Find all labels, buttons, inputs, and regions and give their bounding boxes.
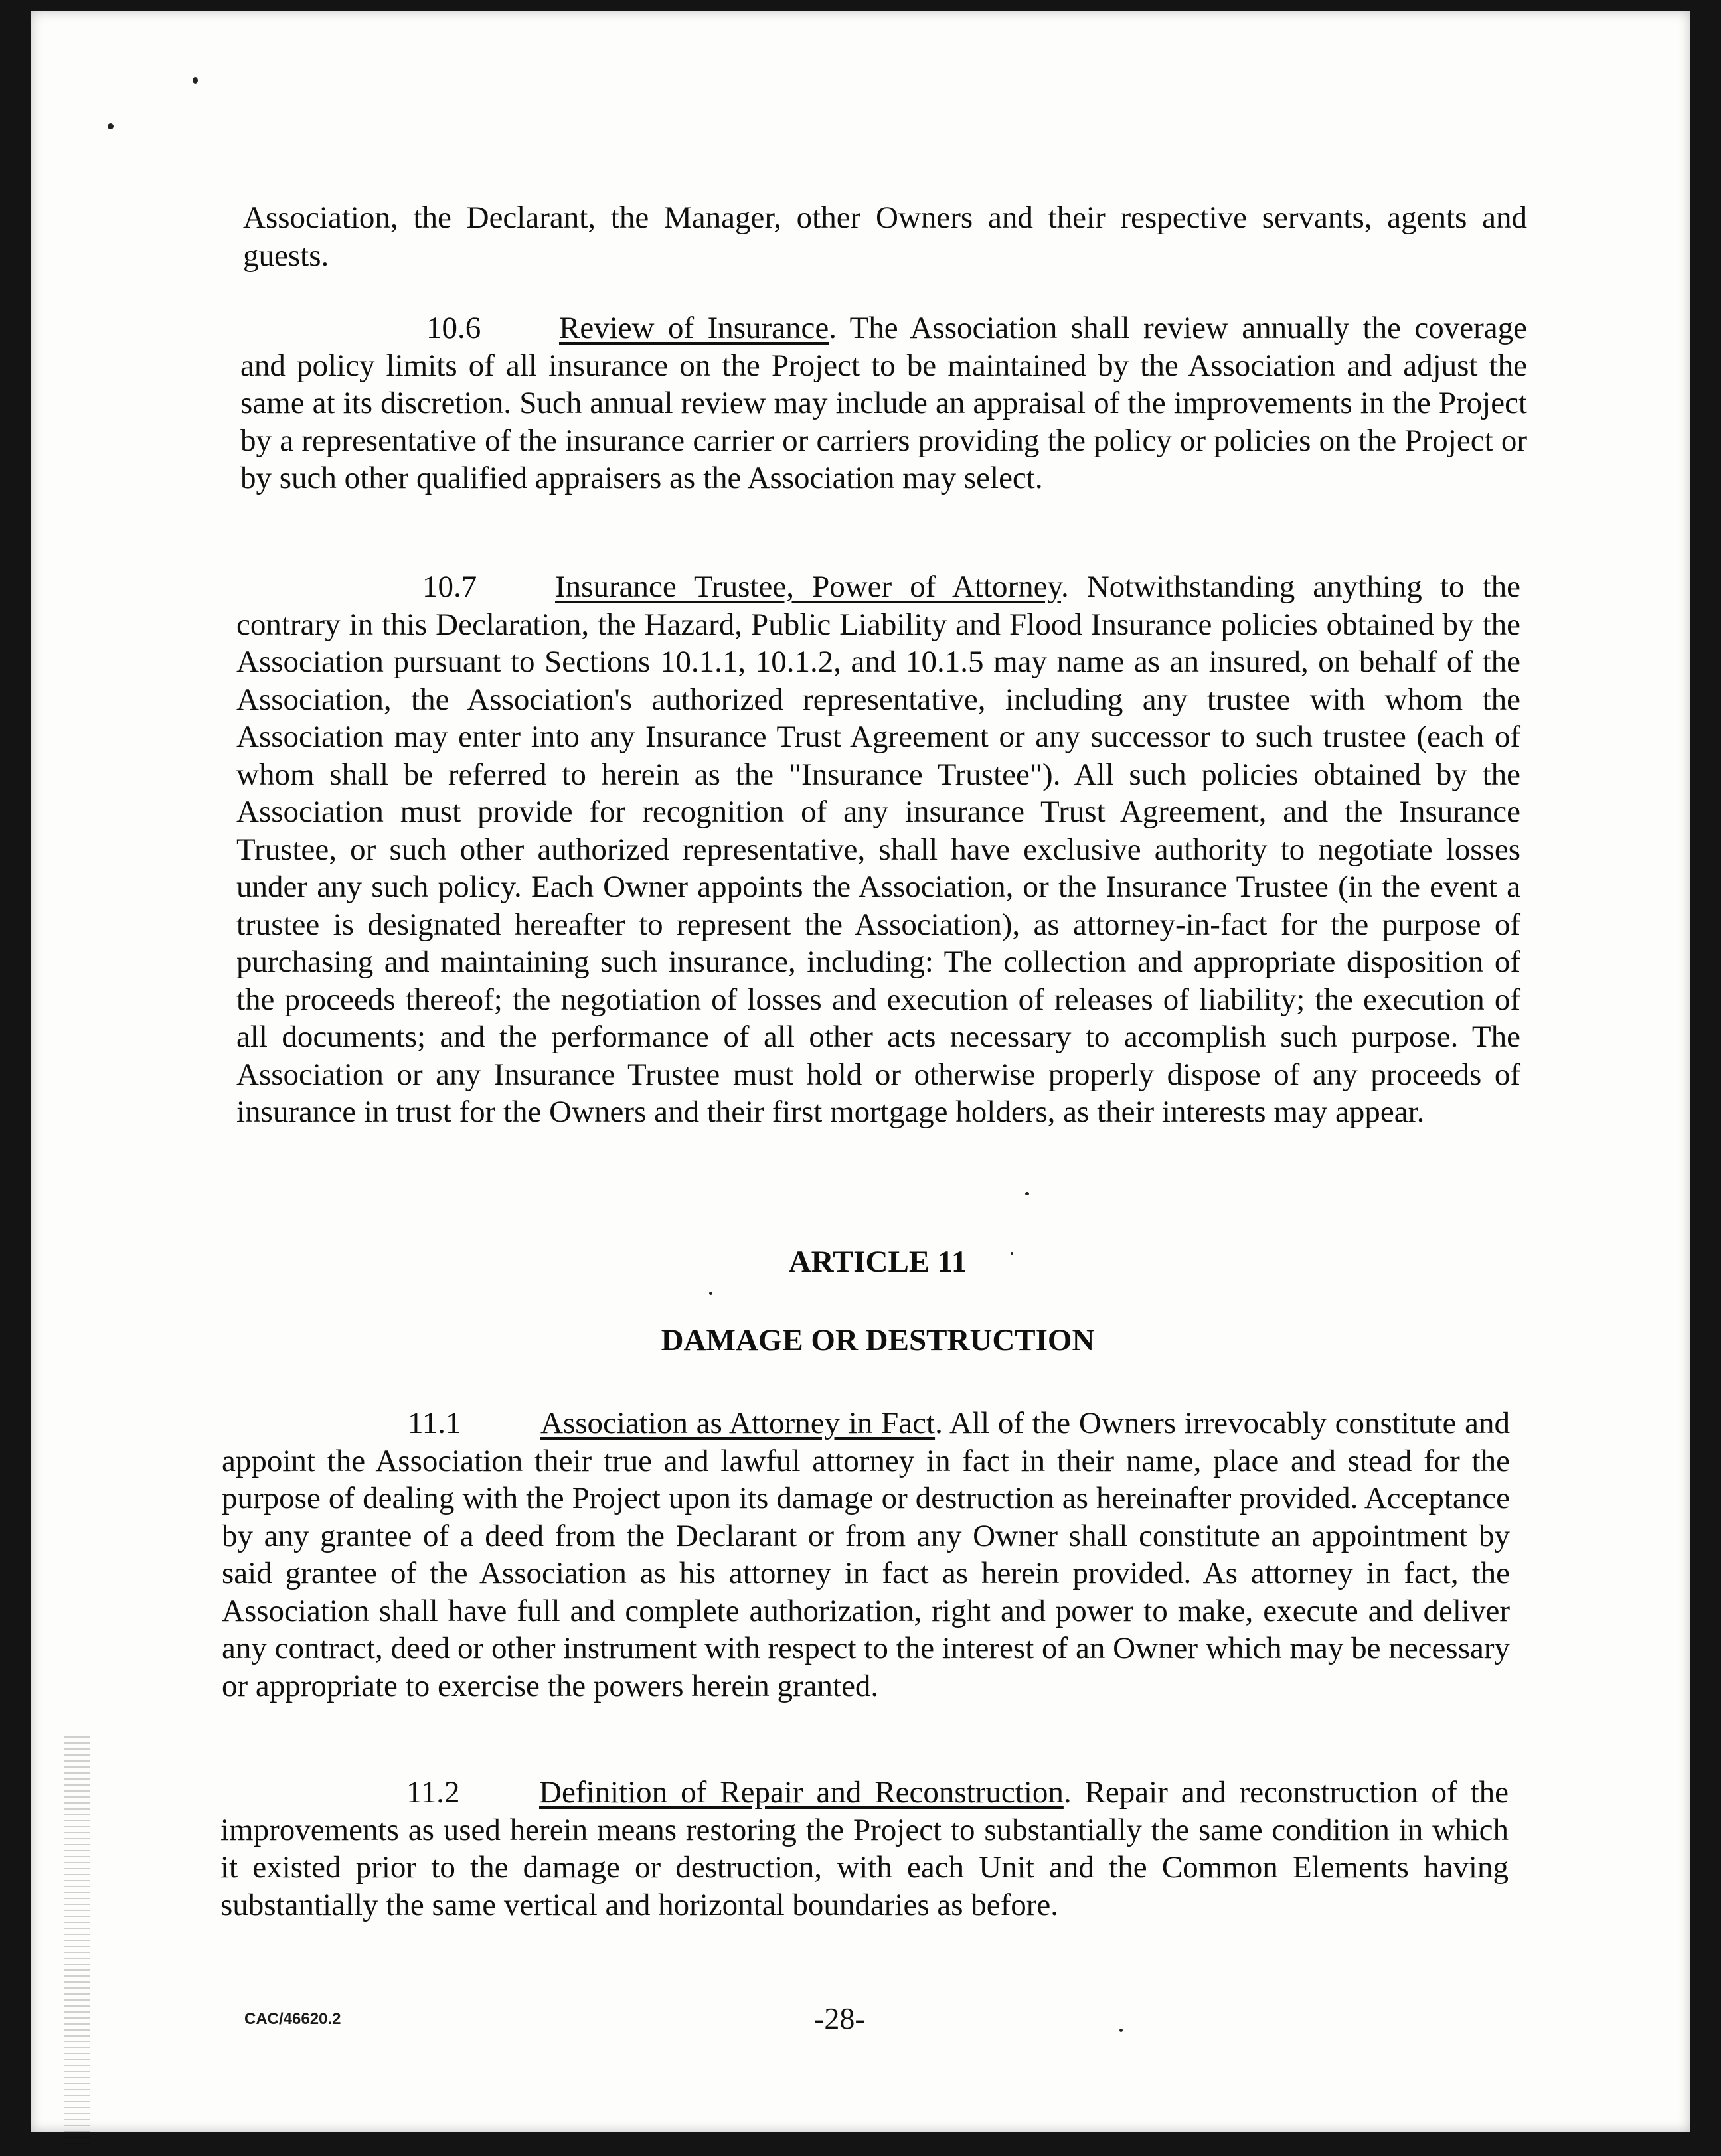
scan-edge-noise (64, 1736, 90, 2148)
scan-speck (193, 77, 198, 84)
section-number: 10.7 (422, 570, 477, 604)
section-heading: Definition of Repair and Reconstruction (539, 1775, 1064, 1810)
section-body: . The Association shall review annually the coverage and policy limits of all insurance on the Project to be maintained by the Association and adjust the same at its discretion. Such annual review may include an appraisal of the improvements in the Project by a representative of the insurance carrier or carriers providing the policy or policies on the Project or by such other qualified appraisers as the Association may select. (240, 311, 1527, 495)
section-body: . Repair and reconstruction of the improvements as used herein means restoring the Project to substantially the same condition in which it existed prior to the damage or destruction, with each Unit and the Common Elements having substantially the same vertical and horizontal boundaries as before. (220, 1775, 1509, 1922)
section-number: 11.2 (406, 1775, 460, 1810)
section-number: 10.6 (426, 311, 481, 345)
scan-speck (108, 123, 114, 129)
section-number: 11.1 (408, 1406, 461, 1440)
section-heading: Review of Insurance (559, 311, 829, 345)
lead-in-paragraph (243, 199, 1527, 274)
article-number: ARTICLE 11 (788, 1245, 967, 1279)
section-11-1 (222, 1405, 1510, 1705)
scan-speck (709, 1292, 712, 1295)
document-code: CAC/46620.2 (244, 2010, 341, 2028)
scan-speck (1119, 2029, 1123, 2032)
section-heading: Insurance Trustee, Power of Attorney (555, 570, 1061, 604)
scan-speck (1025, 1192, 1029, 1195)
section-10-7 (236, 568, 1520, 1131)
section-10-6 (240, 309, 1527, 497)
document-page (31, 11, 1690, 2132)
lead-in-text: Association, the Declarant, the Manager, other Owners and their respective servants, agents and guests. (243, 200, 1527, 273)
section-11-2 (220, 1774, 1509, 1924)
article-title: DAMAGE OR DESTRUCTION (661, 1323, 1095, 1357)
page-number: -28- (814, 2001, 865, 2035)
section-body: . Notwithstanding anything to the contrary in this Declaration, the Hazard, Public Liability and Flood Insurance policies obtained by the Association pursuant to Sections 10.1.1, 10.1.2, and 10.1.5 may name as an insured, on behalf of the Association, the Association's authorized representative, including any trustee with whom the Association may enter into any Insurance Trust Agreement or any successor to such trustee (each of whom shall be referred to herein as the "Insurance Trustee"). All such policies obtained by the Association must provide for recognition of any insurance Trust Agreement, and the Insurance Trustee, or such other authorized representative, shall have exclusive authority to negotiate losses under any such policy. Each Owner appoints the Association, or the Insurance Trustee (in the event a trustee is designated hereafter to represent the Association), as attorney-in-fact for the purpose of purchasing and maintaining such insurance, including: The collection and appropriate disposition of the proceeds thereof; the negotiation of losses and execution of releases of liability; the execution of all documents; and the performance of all other acts necessary to accomplish such purpose. The Association or any Insurance Trustee must hold or otherwise properly dispose of any proceeds of insurance in trust for the Owners and their first mortgage holders, as their interests may appear. (236, 570, 1520, 1129)
section-body: . All of the Owners irrevocably constitute and appoint the Association their true and lawful attorney in fact in their name, place and stead for the purpose of dealing with the Project upon its damage or destruction as hereinafter provided. Acceptance by any grantee of a deed from the Declarant or from any Owner shall constitute an appointment by said grantee of the Association as his attorney in fact as herein provided. As attorney in fact, the Association shall have full and complete authorization, right and power to make, execute and deliver any contract, deed or other instrument with respect to the interest of an Owner which may be necessary or appropriate to exercise the powers herein granted. (222, 1406, 1510, 1703)
section-heading: Association as Attorney in Fact (540, 1406, 936, 1440)
